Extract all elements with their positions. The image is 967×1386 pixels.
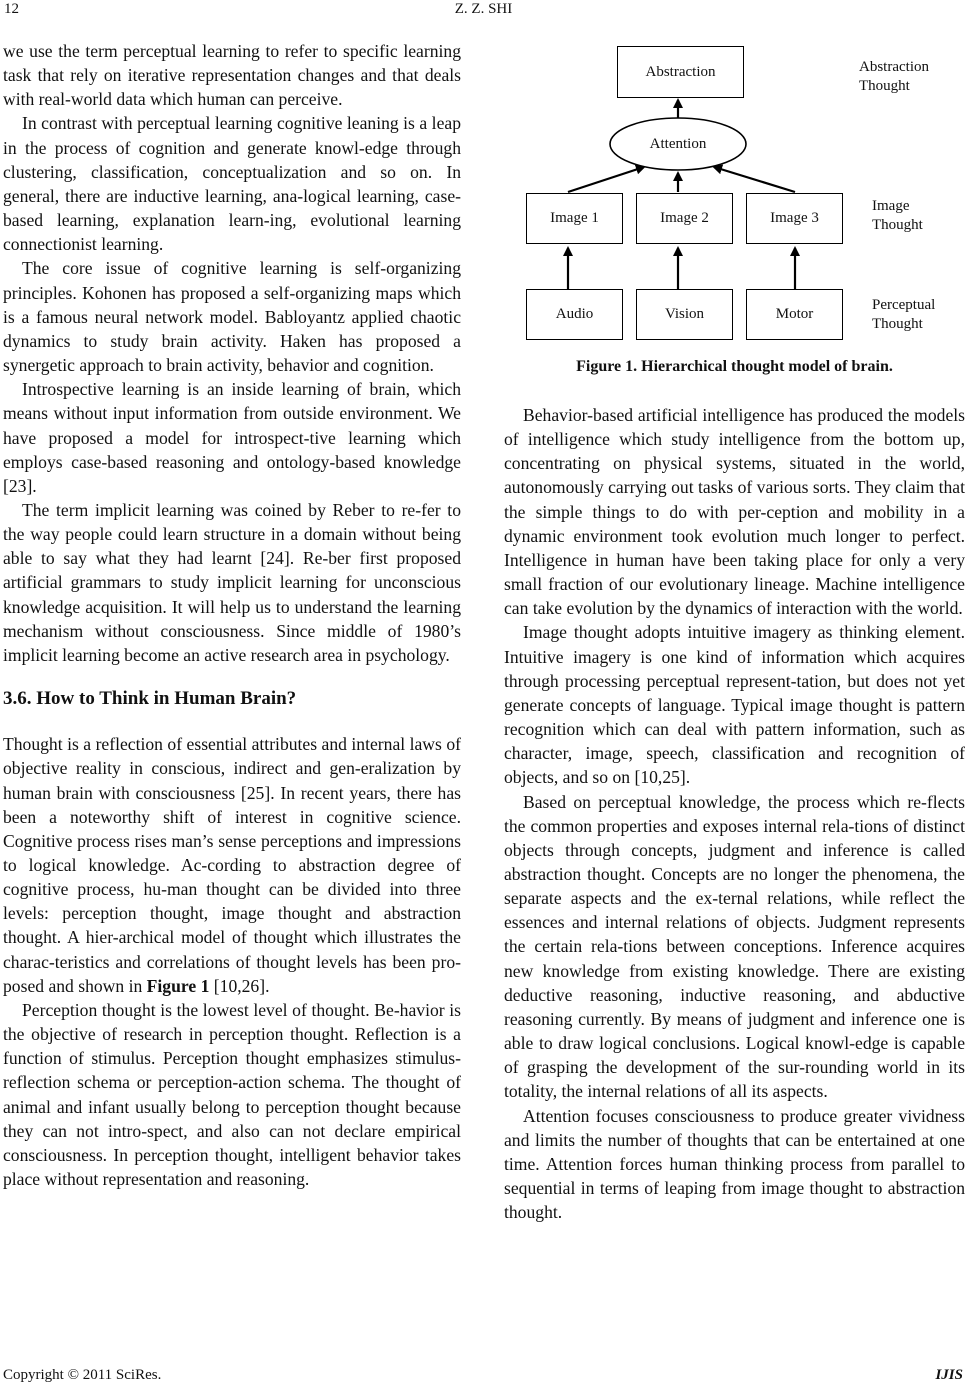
figure-hierarchical-thought-model: [504, 40, 965, 385]
image3-node: Image 3: [746, 193, 843, 244]
paragraph: Introspective learning is an inside learning of brain, which means without input information from outside environment. We have proposed a model for introspect-tive learning which employs case-based reasoning and ontology-based knowledge [23].: [3, 379, 461, 496]
abstraction-node: Abstraction: [617, 46, 744, 98]
right-column: [504, 403, 965, 1224]
paragraph: Behavior-based artificial intelligence has produced the models of intelligence which study intelligence from the bottom up, concentrating on physical systems, situated in the world, autonomously carrying out tasks of various sorts. They claim that the simple things to do with per-ception and mobility in a dynamic environment took evolution much longer to perfect. Intelligence in human have been taking place for only a very small fraction of our evolutionary lineage. Machine intelligence can take evolution by the dynamics of interaction with the world.: [504, 405, 965, 619]
figure-caption: Figure 1. Hierarchical thought model of brain.: [576, 358, 893, 375]
arrow-image3-to-attention: [714, 167, 795, 192]
paragraph: [3, 732, 461, 998]
label-line: Abstraction: [859, 59, 929, 75]
paragraph: we use the term perceptual learning to refer to specific learning task that rely on iterative representation changes and that deals with real-world data which human can perceive.: [3, 41, 461, 110]
paragraph-text: [10,26].: [209, 975, 270, 996]
paragraph: Perception thought is the lowest level of thought. Be-havior is the objective of research in perception thought. Reflection is a function of stimulus. Perception thought emphasizes stimulus-reflection schema or perception-action schema. The thought of animal and infant usually belong to perception thought because they can not intro-spect, and also can not declare empirical consciousness. In perception thought, intelligent behavior takes place without representation and reasoning.: [3, 999, 461, 1190]
vision-node: Vision: [636, 289, 733, 340]
label-perceptual-thought: [872, 296, 935, 333]
paragraph: Image thought adopts intuitive imagery as thinking element. Intuitive imagery is one kind of information which acquires through processing perceptual represent-tation, but does not yet generate concepts of language. Typical image thought is pattern recognition which can deal with pattern information, such as character, image, speech, classification and recognition of objects, and so on [10,25].: [504, 622, 965, 788]
label-line: Image: [872, 198, 910, 214]
label-line: Perceptual: [872, 297, 936, 313]
label-line: Thought: [872, 315, 923, 332]
copyright: Copyright © 2011 SciRes.: [3, 1367, 162, 1383]
page-number: 12: [4, 1, 19, 17]
image1-node: Image 1: [526, 193, 623, 244]
paragraph-text: Thought is a reflection of essential attributes and internal laws of objective reality in conscious, indirect and gen-eralization by human brain with consciousness [25]. In recent years, there has been a noteworthy shift of interest in cognitive science. Cognitive process rises man’s sense perceptions and impressions to logical knowledge. Ac-cording to abstraction degree of cognitive process, hu-man thought can be divided into three levels: perception thought, image thought and abstraction thought. A hier-archical model of thought which illustrates the charac-teristics and correlations of thought levels has been pro-posed and shown in: [3, 734, 461, 996]
arrow-image1-to-attention: [568, 167, 644, 192]
audio-node: Audio: [526, 289, 623, 340]
attention-node: Attention: [649, 135, 707, 152]
page-header: [0, 0, 967, 24]
label-line: Thought: [872, 216, 923, 233]
section-heading: 3.6. How to Think in Human Brain?: [3, 688, 297, 710]
paragraph: The term implicit learning was coined by Reber to re-fer to the way people could learn structure in a domain without being able to say what they had learnt [24]. Re-ber first proposed artificial grammars to study implicit learning for unconscious knowledge acquisition. It will help us to understand the learning mechanism without consciousness. Since middle of 1980’s implicit learning become an active research area in psychology.: [3, 499, 461, 665]
paragraph: Based on perceptual knowledge, the process which re-flects the common properties and exposes internal rela-tions of distinct objects through concepts, judgment and inference is called abstraction thought. Concepts are no longer the phenomena, the separate aspects and the ex-ternal relations, while reflect the essences and internal relations of objects. Judgment represents the certain rela-tions between conceptions. Inference acquires new knowledge from existing knowledge. There are existing deductive reasoning, inductive reasoning, and abductive reasoning currently. By means of judgment and inference one is able to draw logical conclusions. Logical knowl-edge is capable of grasping the development of the sur-rounding world in its totality, the internal relations of all its aspects.: [504, 791, 965, 1102]
label-line: Thought: [859, 77, 910, 94]
image2-node: Image 2: [636, 193, 733, 244]
paragraph: Attention focuses consciousness to produce greater vividness and limits the number of thoughts that can be entertained at one time. Attention forces human thinking process from parallel to sequential in terms of leaping from image thought to abstraction thought.: [504, 1105, 965, 1223]
left-column: [3, 39, 461, 1191]
label-image-thought: [872, 197, 923, 234]
journal-abbrev: IJIS: [935, 1367, 963, 1383]
running-title: Z. Z. SHI: [454, 1, 513, 17]
paragraph: The core issue of cognitive learning is self-organizing principles. Kohonen has proposed a self-organizing maps which is a famous neural network model. Babloyantz applied chaotic dynamics to study brain activity. Haken has proposed a synergetic approach to brain activity, behavior and cognition.: [3, 258, 461, 376]
label-abstraction-thought: [859, 58, 929, 95]
motor-node: Motor: [746, 289, 843, 340]
paragraph: In contrast with perceptual learning cognitive leaning is a leap in the process of cognition and generate knowl-edge through clustering, classification, conceptualization and so on. In general, there are inductive learning, ana-logical learning, case-based learning, explanation learn-ing, evolutional learning connectionist learning.: [3, 113, 461, 255]
figure-reference: Figure 1: [146, 975, 210, 996]
